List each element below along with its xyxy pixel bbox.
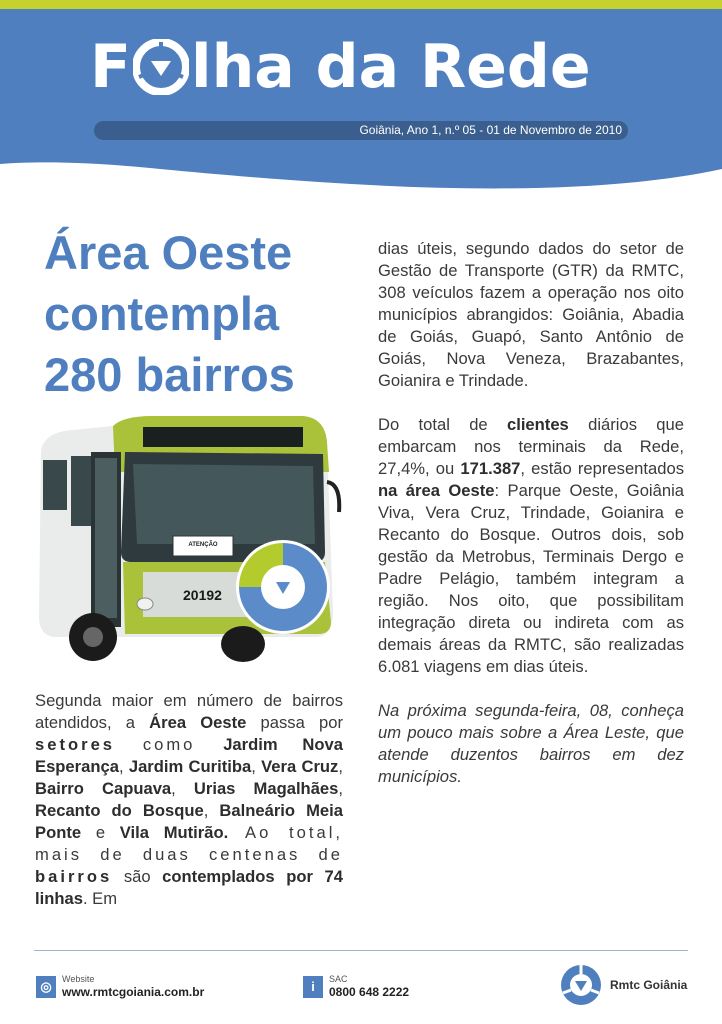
text-run: . Em <box>82 889 118 908</box>
text-run: são <box>112 867 163 886</box>
text-run: , <box>338 757 343 776</box>
paragraph-3-teaser: Na próxima segunda-feira, 08, conheça um pouco mais sobre a Área Leste, que atende duzentos bairros em dez municípios. <box>378 701 684 786</box>
text-run: , <box>171 779 194 798</box>
bold-run: na área Oeste <box>378 481 495 500</box>
bold-run: Recanto do Bosque <box>35 801 204 820</box>
globe-icon: ◎ <box>36 976 56 998</box>
bold-run: Balneário Meia Ponte <box>35 801 343 842</box>
website-link[interactable]: www.rmtcgoiania.com.br <box>62 985 205 999</box>
text-run: : Parque Oeste, Goiânia Viva, Vera Cruz, Trindade, Goianira e Recanto do Bosque. Outros dois, sob gestão da Metrobus, Terminais Dergo e Padre Pelágio, também integram a região. Nos oito, que possibilitam integração direta ou indireta com as demais áreas da RMTC, são realizadas 6.081 viagens em dias úteis. <box>378 481 684 676</box>
text-run: passa por <box>246 713 343 732</box>
text-run: e <box>81 823 120 842</box>
text-run: Ao total, mais de duas centenas de <box>35 823 344 864</box>
sac-label: SAC <box>329 974 348 984</box>
article-left-column <box>35 690 343 910</box>
rmtc-logo-icon <box>560 964 602 1006</box>
bold-run: Jardim Nova Esperança <box>35 735 343 776</box>
footer-website[interactable] <box>36 974 204 999</box>
text-run: , <box>118 757 129 776</box>
bold-run: Área Oeste <box>149 713 247 732</box>
text-run: Do total de <box>378 415 507 434</box>
text-run: diários que embarcam nos terminais da Rede, 27,4%, ou <box>378 415 684 478</box>
text-run: , <box>203 801 220 820</box>
text-run: como <box>115 735 224 754</box>
headline-line-3: 280 bairros <box>44 348 295 401</box>
bold-run: bairros <box>35 867 113 886</box>
bold-run: clientes <box>506 415 569 434</box>
paragraph-2 <box>378 414 684 678</box>
title-part-2: lha da Rede <box>191 32 591 102</box>
dateline: Goiânia, Ano 1, n.º 05 - 01 de Novembro de 2010 <box>359 123 622 137</box>
footer-brand <box>560 964 687 1006</box>
footer-sac <box>303 974 409 999</box>
headline-line-1: Área Oeste <box>44 226 293 279</box>
bold-run: setores <box>35 735 116 754</box>
footer-divider <box>34 950 688 951</box>
text-run: Segunda maior em número de bairros atendidos, a <box>35 691 343 732</box>
headline <box>44 222 344 405</box>
bus-number: 20192 <box>183 587 222 603</box>
masthead-title <box>90 32 591 102</box>
bus-sign-text: ATENÇÃO <box>188 542 218 548</box>
paragraph-1: dias úteis, segundo dados do setor de Gestão de Transporte (GTR) da RMTC, 308 veículos fazem a operação nos oito municípios abrangidos: Goiânia, Abadia de Goiás, Guapó, Santo Antônio de Goiás, Nova Veneza, Brazabantes, Goianira e Trindade. <box>378 239 684 390</box>
title-part-1: F <box>90 32 131 102</box>
bold-run: Vera Cruz <box>261 757 339 776</box>
info-icon: i <box>303 976 323 998</box>
rede-logo-icon <box>133 39 189 95</box>
sac-phone: 0800 648 2222 <box>329 985 410 999</box>
bus-photo <box>33 412 343 677</box>
bold-run: Bairro Capuava <box>35 779 172 798</box>
bold-run: 171.387 <box>460 459 521 478</box>
text-run: , <box>251 757 262 776</box>
text-run: , <box>338 779 344 798</box>
article-right-column <box>378 238 684 810</box>
bold-run: Jardim Curitiba <box>128 757 252 776</box>
text-run: , estão representados <box>520 459 684 478</box>
website-label: Website <box>62 974 95 984</box>
bold-run: Vila Mutirão. <box>119 823 229 842</box>
headline-line-2: contempla <box>44 287 280 340</box>
top-accent-stripe <box>0 0 722 9</box>
bold-run: Urias Magalhães <box>193 779 339 798</box>
bold-run: contemplados por 74 linhas <box>35 867 343 908</box>
brand-name: Rmtc Goiânia <box>610 978 688 992</box>
